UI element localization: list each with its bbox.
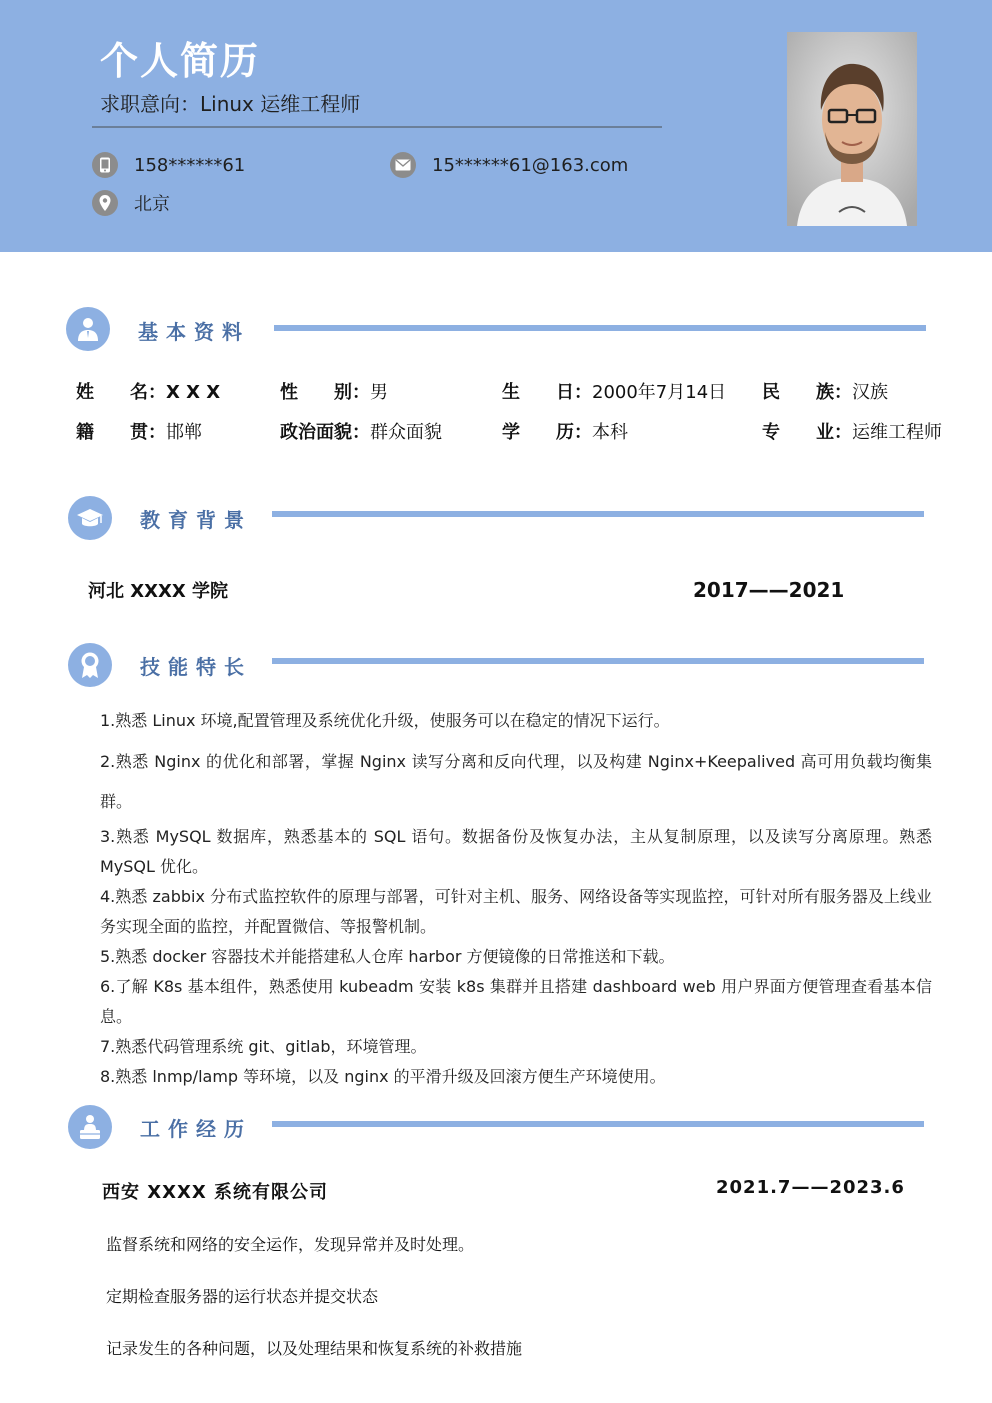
section-divider-education <box>272 511 924 517</box>
skill-item: 5.熟悉 docker 容器技术并能搭建私人仓库 harbor 方便镜像的日常推送和下载。 <box>100 947 675 966</box>
job-objective: 求职意向：Linux 运维工程师 <box>100 92 361 116</box>
graduation-cap-icon <box>68 496 112 540</box>
person-icon <box>66 307 110 351</box>
skill-item: 2.熟悉 Nginx 的优化和部署，掌握 Nginx 读写分离和反向代理，以及构建 Nginx+Keepalived 高可用负载均衡集群。 <box>100 752 932 811</box>
contact-phone <box>92 152 245 178</box>
phone-icon <box>92 152 118 178</box>
skill-item: 1.熟悉 Linux 环境,配置管理及系统优化升级，使服务可以在稳定的情况下运行。 <box>100 711 670 730</box>
info-political-status: 政治面貌：群众面貌 <box>280 422 442 443</box>
phone-number: 158******61 <box>134 154 246 176</box>
work-duty-item: 记录发生的各种问题，以及处理结果和恢复系统的补救措施 <box>106 1339 523 1358</box>
skills-list <box>100 706 932 1092</box>
mail-icon <box>390 152 416 178</box>
section-divider-basic <box>274 325 926 331</box>
location-pin-icon <box>92 190 118 216</box>
company-name: 西安 XXXX 系统有限公司 <box>102 1182 329 1203</box>
skill-item: 8.熟悉 lnmp/lamp 等环境，以及 nginx 的平滑升级及回滚方便生产环境使用。 <box>100 1067 666 1086</box>
profile-photo <box>787 32 917 226</box>
education-period: 2017——2021 <box>693 578 845 602</box>
email-address: 15******61@163.com <box>432 154 629 176</box>
section-title-basic: 基本资料 <box>138 320 250 344</box>
work-period: 2021.7——2023.6 <box>716 1177 905 1198</box>
location: 北京 <box>134 194 170 215</box>
school-name: 河北 XXXX 学院 <box>88 581 229 602</box>
briefcase-person-icon <box>68 1105 112 1149</box>
info-gender: 性 别：男 <box>280 382 388 403</box>
info-name: 姓 名：X X X <box>76 382 221 403</box>
resume-title: 个人简历 <box>100 39 261 83</box>
header-banner <box>0 0 992 252</box>
section-divider-skills <box>272 658 924 664</box>
work-duty-item: 监督系统和网络的安全运作，发现异常并及时处理。 <box>106 1235 475 1254</box>
work-duty-item: 定期检查服务器的运行状态并提交状态 <box>106 1287 379 1306</box>
skill-item: 3.熟悉 MySQL 数据库，熟悉基本的 SQL 语句。数据备份及恢复办法，主从复制原理，以及读写分离原理。熟悉 MySQL 优化。 <box>100 827 932 876</box>
info-major: 专 业：运维工程师 <box>762 422 942 443</box>
award-medal-icon <box>68 643 112 687</box>
section-title-work: 工作经历 <box>140 1117 252 1141</box>
contact-location <box>92 190 170 216</box>
info-ethnicity: 民 族：汉族 <box>762 382 888 403</box>
info-degree: 学 历：本科 <box>502 422 628 443</box>
skill-item: 4.熟悉 zabbix 分布式监控软件的原理与部署，可针对主机、服务、网络设备等实现监控，可针对所有服务器及上线业务实现全面的监控，并配置微信、等报警机制。 <box>100 887 932 936</box>
skill-item: 7.熟悉代码管理系统 git、gitlab，环境管理。 <box>100 1037 427 1056</box>
section-title-education: 教育背景 <box>140 508 252 532</box>
header-divider <box>92 126 662 128</box>
info-hometown: 籍 贯：邯郸 <box>76 422 202 443</box>
section-divider-work <box>272 1121 924 1127</box>
skill-item: 6.了解 K8s 基本组件，熟悉使用 kubeadm 安装 k8s 集群并且搭建 dashboard web 用户界面方便管理查看基本信息。 <box>100 977 932 1026</box>
info-birthday: 生 日：2000年7月14日 <box>502 382 727 403</box>
contact-email <box>390 152 628 178</box>
section-title-skills: 技能特长 <box>140 655 252 679</box>
